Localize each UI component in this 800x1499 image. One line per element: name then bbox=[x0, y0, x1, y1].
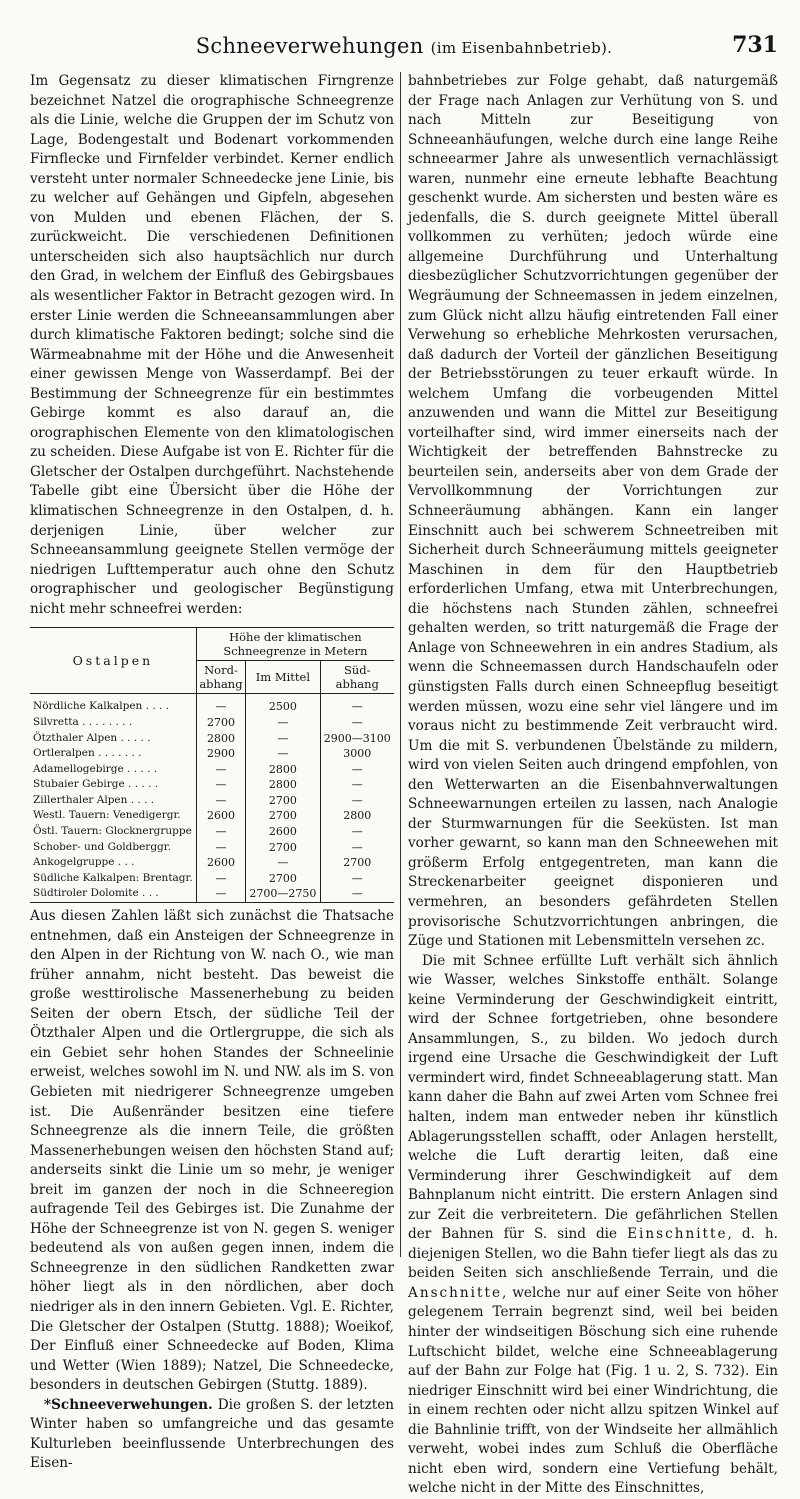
table-cell-value: — bbox=[196, 793, 245, 809]
table-region-header: Ostalpen bbox=[30, 628, 196, 694]
table-cell-region: Silvretta . . . . . . . . bbox=[30, 715, 196, 731]
table-cell-value: — bbox=[351, 840, 363, 854]
table-cell-region: Ötzthaler Alpen . . . . . bbox=[30, 731, 196, 747]
table-cell-value: 2800 bbox=[343, 809, 372, 823]
table-cell-value: — bbox=[246, 746, 320, 762]
table-cell-value: 2700 bbox=[343, 856, 372, 870]
paragraph: Aus diesen Zahlen läßt sich zunächst die Thatsache entnehmen, daß ein Ansteigen der Schneegrenze in den Alpen in der Richtung von W. nach O., wie man früher annahm, nicht besteht. Das beweist die große westtirolische Massenerhebung zu beiden Seiten der obern Etsch, der südliche Teil der Ötzthaler Alpen und die Ortlergruppe, die sich als ein Gebiet sehr hohen Standes der Schneelinie erweist, welches sowohl im N. und NW. als im S. von Gebieten mit niedrigerer Schneegrenze umgeben ist. Die Außenränder besitzen eine tiefere Schneegrenze als die innern Teile, die größten Massenerhebungen weisen den höchsten Stand auf; anderseits sinkt die Linie um so mehr, je weniger breit im ganzen der noch in die Schneeregion aufragende Teil des Gebirges ist. Die Zunahme der Höhe der Schneegrenze ist von N. gegen S. weniger bedeutend als von außen gegen innen, indem die Schneegrenze in den südlichen Randketten zwar höher liegt als in den nördlichen, aber doch niedriger als in den innern Gebieten. Vgl. E. Richter, Die Gletscher der Ostalpen (Stuttg. 1888); Woeikof, Der Einfluß einer Schneedecke auf Boden, Klima und Wetter (Wien 1889); Natzel, Die Schneedecke, besonders in deutschen Gebirgen (Stuttg. 1889). bbox=[30, 908, 394, 1394]
table-group-header: Höhe der klimatischen Schneegrenze in Metern bbox=[196, 628, 394, 661]
table-row bbox=[30, 840, 394, 856]
table-row bbox=[30, 731, 394, 747]
table-cell-value: — bbox=[246, 731, 320, 747]
table-cell-value: — bbox=[351, 871, 363, 885]
table-row bbox=[30, 886, 394, 902]
paragraph bbox=[30, 1396, 394, 1474]
table-cell-value: 3000 bbox=[343, 747, 372, 761]
table-cell-region: Nördliche Kalkalpen . . . . bbox=[30, 694, 196, 715]
table-row bbox=[30, 777, 394, 793]
term-anschnitte: Anschnitte bbox=[408, 1284, 502, 1301]
table-cell-value: — bbox=[351, 762, 363, 776]
snowline-table bbox=[30, 627, 394, 903]
table-cell-value: 2600 bbox=[196, 808, 245, 824]
table-cell-value: — bbox=[351, 700, 363, 714]
table-cell-value: — bbox=[351, 778, 363, 792]
table-cell-value: 2600 bbox=[246, 824, 320, 840]
table-cell-region: Stubaier Gebirge . . . . . bbox=[30, 777, 196, 793]
table-row bbox=[30, 762, 394, 778]
table-cell-value: — bbox=[351, 887, 363, 901]
header-title: Schneeverwehungen bbox=[195, 34, 424, 58]
table-cell-value: — bbox=[196, 824, 245, 840]
column-divider bbox=[400, 72, 401, 1257]
table-cell-value: — bbox=[196, 762, 245, 778]
table-row bbox=[30, 808, 394, 824]
text-run: , welche nur auf einer Seite von höher gelegenem Terrain begrenzt sind, weil bei beiden hinter der windseitigen Böschung sich eine ruhende Luftschicht bildet, welche eine Schneeablagerung auf der Bahn zur Folge hat (Fig. 1 u. 2, S. 732). Ein niedriger Einschnitt wird bei einer Windrichtung, die in einem rechten oder nicht allzu spitzen Winkel auf die Bahnlinie trifft, von der Windseite her allmählich verweht, wobei indes zum Schluß die Oberfläche nicht eben wird, sondern eine Vertiefung behält, welche nicht in der Mitte des Einschnittes, bbox=[408, 1284, 778, 1497]
running-title bbox=[30, 34, 778, 58]
table-cell-value: — bbox=[351, 825, 363, 839]
paragraph: Im Gegensatz zu dieser klimatischen Firngrenze bezeichnet Natzel die orographische Schneegrenze als die Linie, welche die Gruppen der im Schutz von Lage, Bodengestalt und Bodenart vorkommenden Firnflecke und Firnfelder verbindet. Kerner endlich versteht unter normaler Schneedecke jene Linie, bis zu welcher auf Gehängen und Gipfeln, abgesehen von Mulden und ebenen Flächen, der S. zurückweicht. Die verschiedenen Definitionen unterscheiden sich also hauptsächlich nur durch den Grad, in welchem der Einfluß des Gebirgsbaues als wesentlicher Faktor in Betracht gezogen wird. In erster Linie werden die Schneeansammlungen aber durch klimatische Faktoren bedingt; solche sind die Wärmeabnahme mit der Höhe und die Anwesenheit einer gewissen Menge von Wasserdampf. Bei der Bestimmung der Schneegrenze für ein bestimmtes Gebirge kommt es also darauf an, die orographischen Elemente von den klimatologischen zu scheiden. Diese Aufgabe ist von E. Richter für die Gletscher der Ostalpen durchgeführt. Nachstehende Tabelle gibt eine Übersicht über die Höhe der klimatischen Schneegrenze in den Ostalpen, d. h. derjenigen Linie, über welcher zur Schneeansammlung geeignete Stellen vermöge der niedrigen Lufttemperatur auch ohne den Schutz orographischer und geologischer Begünstigung nicht mehr schneefrei werden: bbox=[30, 73, 394, 617]
table-row bbox=[30, 824, 394, 840]
table-cell-value: 2600 bbox=[196, 855, 245, 871]
table-cell-value: — bbox=[351, 715, 363, 729]
table-cell-value: 2500 bbox=[246, 694, 320, 715]
table-col-header: Nord-abhang bbox=[196, 661, 245, 694]
table-cell-value: 2700 bbox=[246, 871, 320, 887]
table-row bbox=[30, 855, 394, 871]
table-cell-value: 2700 bbox=[246, 793, 320, 809]
paragraph bbox=[408, 952, 778, 1499]
table-cell-value: 2800 bbox=[246, 777, 320, 793]
paragraph: bahnbetriebes zur Folge gehabt, daß naturgemäß der Frage nach Anlagen zur Verhütung von S. und nach Mitteln zur Beseitigung von Schneeanhäufungen, welche durch eine lange Reihe schneearmer Jahre als unwesentlich vernachlässigt waren, nunmehr eine erneute lebhafte Beachtung geschenkt wurde. Am sichersten und besten wäre es jedenfalls, die S. durch geeignete Mittel überall vollkommen zu verhüten; jedoch würde eine allgemeine Durchführung und Unterhaltung diesbezüglicher Schutzvorrichtungen gegenüber der Wegräumung der Schneemassen in jedem einzelnen, zum Glück nicht allzu häufig eintretenden Fall einer Verwehung so erhebliche Mehrkosten verursachen, daß dadurch der Vorteil der gänzlichen Beseitigung der Betriebsstörungen zu teuer erkauft würde. In welchem Umfang die vorbeugenden Mittel anzuwenden und wann die Mittel zur Beseitigung vorteilhafter sind, wird immer einerseits nach der Wichtigkeit der betreffenden Bahnstrecke zu beurteilen sein, anderseits aber von dem Grade der Vervollkommnung der Vorrichtungen zur Schneeräumung abhängen. Kann ein langer Einschnitt auch bei schwerem Schneetreiben mit Sicherheit durch Schneeräumung mittels geeigneter Maschinen in dem für den Hauptbetrieb erforderlichen Umfang, etwa mit Unterbrechungen, die höchstens nach Stunden zählen, schneefrei gehalten werden, so tritt naturgemäß die Frage der Anlage von Schneewehren in ein andres Stadium, als wenn die Schneemassen durch Handschaufeln oder günstigsten Falls durch einen Schneepflug beseitigt werden müssen, wozu eine sehr viel längere und im voraus nicht zu bestimmende Zeit verbraucht wird. Um die mit S. verbundenen Übelstände zu mildern, wird von vielen Seiten auch dringend empfohlen, von den Wetterwarten an die Eisenbahnverwaltungen Schneewarnungen erteilen zu lassen, nach Analogie der Sturmwarnungen für die Seeküsten. Ist man vorher gewarnt, so kann man den Schneewehen mit größerm Erfolg entgegentreten, man kann die Streckenarbeiter geeignet disponieren und vermehren, an besonders gefährdeten Stellen provisorische Schutzvorrichtungen anbringen, die Züge und Stationen mit Lebensmitteln versehen zc. bbox=[408, 73, 778, 950]
table-cell-value: — bbox=[351, 793, 363, 807]
page-number: 731 bbox=[732, 32, 778, 58]
table-row bbox=[30, 694, 394, 715]
table-cell-region: Adamellogebirge . . . . . bbox=[30, 762, 196, 778]
article-keyword: *Schneeverwehungen. bbox=[44, 1396, 213, 1413]
table-cell-value: 2700—2750 bbox=[246, 886, 320, 902]
article-text: Die großen S. der letzten Winter haben so umfangreiche und das gesamte Kulturleben beeinflussende Unterbrechungen des Eisen- bbox=[30, 1396, 394, 1472]
table-cell-region: Östl. Tauern: Glocknergruppe bbox=[30, 824, 196, 840]
running-header bbox=[30, 34, 778, 68]
table-row bbox=[30, 746, 394, 762]
table-cell-region: Südliche Kalkalpen: Brentagr. bbox=[30, 871, 196, 887]
table-cell-value: 2900—3100 bbox=[323, 731, 391, 745]
table-cell-value: 2800 bbox=[196, 731, 245, 747]
table-cell-value: — bbox=[196, 694, 245, 715]
header-subtitle: (im Eisenbahnbetrieb). bbox=[430, 39, 613, 57]
left-column bbox=[30, 72, 394, 1474]
table-cell-region: Südtiroler Dolomite . . . bbox=[30, 886, 196, 902]
table-cell-value: 2700 bbox=[196, 715, 245, 731]
table-cell-value: — bbox=[196, 777, 245, 793]
table-cell-value: — bbox=[196, 840, 245, 856]
term-einschnitte: Einschnitte bbox=[627, 1226, 728, 1243]
table-cell-region: Ankogelgruppe . . . bbox=[30, 855, 196, 871]
table-cell-value: 2700 bbox=[246, 840, 320, 856]
table-row bbox=[30, 793, 394, 809]
text-run: Die mit Schnee erfüllte Luft verhält sich ähnlich wie Wasser, welches Sinkstoffe enthält. Solange keine Verminderung der Geschwindigkeit eintritt, wird der Schnee fortgetrieben, ohne besondere Ansammlungen, S., zu bilden. Wo jedoch durch irgend eine Ursache die Geschwindigkeit der Luft vermindert wird, findet Schneeablagerung statt. Man kann daher die Bahn auf zwei Arten vom Schnee frei halten, indem man entweder neben ihr künstlich Ablagerungsstellen schafft, oder Anlagen herstellt, welche die Luft derartig leiten, daß eine Verminderung ihrer Geschwindigkeit auf dem Bahnplanum nicht eintritt. Die erstern Anlagen sind zur Zeit die verbreitetern. Die gefährlichen Stellen der Bahnen für S. sind die bbox=[408, 952, 778, 1243]
table-body bbox=[30, 694, 394, 903]
table-col-header: Süd-abhang bbox=[320, 661, 394, 694]
table-cell-value: — bbox=[196, 871, 245, 887]
table-col-header: Im Mittel bbox=[246, 661, 320, 694]
table-cell-value: — bbox=[246, 855, 320, 871]
table-cell-region: Ortleralpen . . . . . . . bbox=[30, 746, 196, 762]
text-run: , d. h. diejenigen Stellen, wo die Bahn tiefer liegt als das zu beiden Seiten sich anschließende Terrain, und die bbox=[408, 1226, 778, 1282]
table-cell-value: — bbox=[246, 715, 320, 731]
table-row bbox=[30, 871, 394, 887]
right-column bbox=[408, 72, 778, 1499]
table-cell-value: 2900 bbox=[196, 746, 245, 762]
table-cell-value: — bbox=[196, 886, 245, 902]
table-cell-region: Zillerthaler Alpen . . . . bbox=[30, 793, 196, 809]
table-cell-region: Westl. Tauern: Venedigergr. bbox=[30, 808, 196, 824]
table-row bbox=[30, 715, 394, 731]
table-cell-region: Schober- und Goldberggr. bbox=[30, 840, 196, 856]
table-cell-value: 2700 bbox=[246, 808, 320, 824]
table-cell-value: 2800 bbox=[246, 762, 320, 778]
